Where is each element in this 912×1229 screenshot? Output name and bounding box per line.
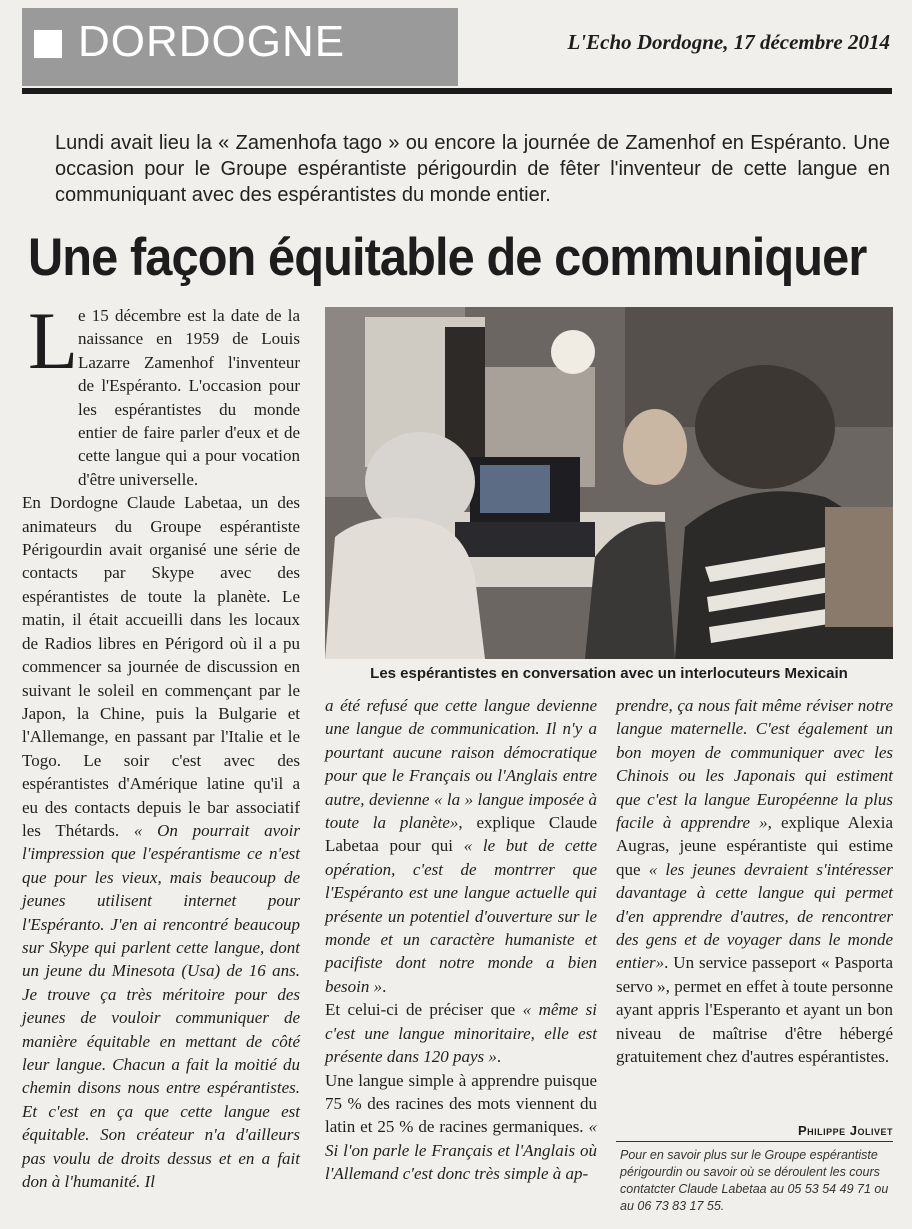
photo-caption: Les espérantistes en conversation avec un interlocuteurs Mexicain: [370, 665, 848, 682]
column-2-quote-2: « le but de cette opération, c'est de montrrer que l'Espéranto est une langue actuelle qui présente un potentiel d'ouverture sur le monde et un caractère humaniste et pacifiste dont notre monde a bien besoin »: [325, 836, 597, 996]
column-3-text-1: , explique Alexia Augras, jeune espérantiste qui estime que: [616, 813, 893, 879]
column-2-paragraph-2: [325, 998, 597, 1068]
column-1-paragraph-2: [22, 491, 300, 1193]
column-2-paragraph-1: [325, 694, 597, 998]
column-2-text-1: , explique Claude Labetaa pour qui: [325, 813, 597, 856]
column-2-quote-4: « Si l'on parle le Français et l'Anglais où l'Allemand c'est donc très simple à ap-: [325, 1117, 597, 1184]
column-2-text-2: Et celui-ci de préciser que: [325, 1000, 523, 1020]
header-rule: [22, 88, 892, 94]
column-1-text-2: En Dordogne Claude Labetaa, un des animateurs du Groupe espérantiste Périgourdin avait organisé une série de contacts par Skype avec des espérantistes de toute la planète. Le matin, il était accueilli dans les locaux de Radios libres en Périgord où il a pu commencer sa journée de discussion en suivant le soleil en commençant par le Japon, la Chine, puis la Bulgarie et l'Allemange, en passant par l'Italie et le Togo. Le soir c'est avec des espérantistes d'Amérique latine qu'il a eu des contacts depuis le bar associatif les Thétards.: [22, 493, 300, 840]
column-2-text-3: Une langue simple à apprendre puisque 75 % des racines des mots viennent du latin et 25 % de racines germaniques.: [325, 1070, 597, 1137]
photo-illustration: [325, 307, 893, 659]
byline-rule: [616, 1141, 893, 1142]
column-1-quote: « On pourrait avoir l'impression que l'espérantisme ce n'est que pour les vieux, mais beaucoup de jeunes utilisent internet pour l'Espéranto. J'en ai rencontré beaucoup sur Skype qui parlent cette langue, dont un jeune du Minesota (Usa) de 16 ans. Je trouve ça très méritoire pour des jeunes de vouloir communiquer de manière équitable en mettant de côté leur langue. Chacun a fait la moitié du chemin disons nous entre espérantistes. Et c'est en ça que cette langue est équitable. Son créateur n'a d'ailleurs pas voulu de droits dessus et en a fait don à l'humanité. Il: [22, 820, 301, 1192]
column-2-text-1-end: .: [382, 976, 387, 996]
article-column-2: [325, 694, 597, 1186]
publication-date: L'Echo Dordogne, 17 décembre 2014: [567, 30, 890, 54]
column-3-paragraph-1: [616, 694, 893, 1069]
article-column-1: [22, 295, 301, 1193]
article-column-3: [616, 694, 893, 1069]
column-3-quote-2: « les jeunes devraient s'intéresser davantage à cette langue qui permet d'en apprendre d'autres, de rencontrer des gens et de voyager dans le monde entier»: [616, 859, 893, 973]
section-square-icon: [34, 30, 62, 58]
column-3-text-2: . Un service passeport « Pasporta servo », permet en effet à toute personne ayant appris l'Esperanto et ayant un bon niveau de maîtrise d'être hébergé gratuitement chez d'autres espérantistes.: [616, 953, 893, 1067]
column-1-paragraph-1: [22, 295, 300, 491]
article-standfirst: Lundi avait lieu la « Zamenhofa tago » ou encore la journée de Zamenhof en Espéranto. Une occasion pour le Groupe espérantiste périgourdin de fêter l'inventeur de cette langue en communiquant avec des espérantistes du monde entier.: [55, 132, 890, 206]
column-2-quote-3: « même si c'est une langue minoritaire, elle est présente dans 120 pays »: [325, 1000, 597, 1067]
article-byline: Philippe Jolivet: [797, 1123, 893, 1138]
column-2-quote-1: a été refusé que cette langue devienne une langue de communication. Il n'y a pourtant aucune raison démocratique pour que le Français ou l'Anglais entre autre, devienne « la » langue imposée à toute la planète»: [325, 696, 597, 833]
section-banner: [22, 8, 458, 86]
column-2-paragraph-3: [325, 1069, 597, 1186]
column-1-text-1: e 15 décembre est la date de la naissance en 1959 de Louis Lazarre Zamenhof l'inventeur de l'Espéranto. L'occasion pour les espérantistes du monde entier de faire parler d'eux et de cette langue qui a pour vocation d'être universelle.: [78, 306, 300, 489]
drop-cap: L: [28, 295, 79, 386]
column-2-text-2-end: .: [496, 1047, 502, 1067]
column-3-quote-1: prendre, ça nous fait même réviser notre langue maternelle. C'est également un bon moyen de communiquer avec les Chinois ou les Japonais qui estiment que c'est la langue Européenne la plus facile à apprendre »: [616, 696, 893, 833]
section-title: DORDOGNE: [78, 17, 346, 66]
article-headline: Une façon équitable de communiquer: [28, 228, 867, 287]
article-photo: [325, 307, 893, 659]
info-box: Pour en savoir plus sur le Groupe espérantiste périgourdin ou savoir où se déroulent les cours contatcter Claude Labetaa au 05 53 54 49 71 ou au 06 73 83 17 55.: [620, 1148, 889, 1213]
